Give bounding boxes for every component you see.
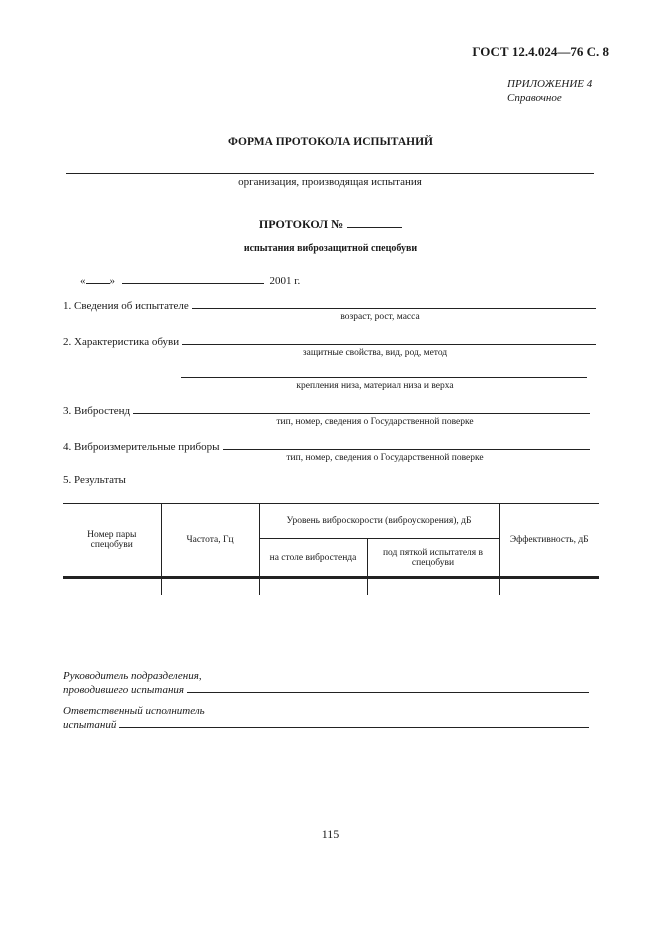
field-instruments (63, 439, 590, 453)
field-stand (63, 403, 590, 417)
field-results (63, 474, 129, 486)
results-table (63, 503, 599, 595)
field-footwear (63, 334, 596, 348)
cell-pair[interactable] (63, 578, 161, 596)
col-level-heel: под пяткой испытателя в спецобуви (367, 539, 499, 578)
field-stand-caption: тип, номер, сведения о Государственной поверке (276, 417, 474, 427)
head-signature-label: проводившего испытания (63, 684, 185, 696)
cell-efficiency[interactable] (499, 578, 599, 596)
month-blank[interactable] (122, 274, 264, 284)
day-blank[interactable] (86, 274, 110, 284)
field-tester-label: 1. Сведения об испытателе (63, 300, 189, 312)
protocol-label: ПРОТОКОЛ № (258, 217, 344, 231)
field-tester-blank[interactable] (192, 298, 596, 309)
organization-caption: организация, производящая испытания (238, 176, 422, 188)
standard-header: ГОСТ 12.4.024—76 С. 8 (472, 44, 609, 59)
field-stand-blank[interactable] (133, 403, 590, 414)
resp-signature-label: испытаний (63, 719, 117, 731)
table-row (63, 578, 599, 596)
cell-level-heel[interactable] (367, 578, 499, 596)
head-signature (63, 682, 589, 696)
col-efficiency: Эффективность, дБ (499, 504, 599, 578)
protocol-heading (0, 216, 661, 232)
resp-signature (63, 717, 589, 731)
appendix-type: Справочное (507, 92, 562, 104)
protocol-subtitle: испытания виброзащитной спецобуви (243, 243, 418, 254)
col-level-stand: на столе вибростенда (259, 539, 367, 578)
field-instruments-caption: тип, номер, сведения о Государственной поверке (286, 453, 484, 463)
date-year: 2001 г. (269, 275, 301, 287)
field-footwear-blank-2[interactable] (181, 377, 587, 378)
field-stand-label: 3. Вибростенд (63, 405, 131, 417)
field-instruments-blank[interactable] (223, 439, 591, 450)
resp-signature-blank[interactable] (119, 717, 589, 728)
page-number: 115 (321, 827, 340, 841)
head-signature-blank[interactable] (187, 682, 589, 693)
col-vibration-level: Уровень виброскорости (виброускорения), дБ (259, 504, 499, 539)
appendix-number: ПРИЛОЖЕНИЕ 4 (507, 78, 593, 90)
field-tester (63, 298, 596, 312)
field-footwear-caption-2: крепления низа, материал низа и верха (296, 381, 454, 391)
field-footwear-caption: защитные свойства, вид, род, метод (302, 348, 448, 358)
cell-level-stand[interactable] (259, 578, 367, 596)
col-pair-number: Номер пары спецобуви (63, 504, 161, 578)
appendix-label (507, 77, 592, 105)
organization-line (66, 173, 594, 174)
resp-signature-line1: Ответственный исполнитель (63, 705, 205, 717)
cell-frequency[interactable] (161, 578, 259, 596)
date-close-quote: » (109, 275, 115, 287)
field-footwear-blank[interactable] (182, 334, 596, 345)
date-open-quote: « (80, 275, 86, 287)
date-line (80, 274, 300, 287)
protocol-number-blank[interactable] (347, 216, 402, 228)
field-instruments-label: 4. Виброизмерительные приборы (63, 441, 220, 453)
head-signature-line1: Руководитель подразделения, (63, 670, 202, 682)
form-title: ФОРМА ПРОТОКОЛА ИСПЫТАНИЙ (227, 136, 433, 148)
field-footwear-label: 2. Характеристика обуви (63, 336, 180, 348)
field-results-label: 5. Результаты (63, 474, 126, 486)
col-frequency: Частота, Гц (161, 504, 259, 578)
field-tester-caption: возраст, рост, масса (340, 312, 420, 322)
